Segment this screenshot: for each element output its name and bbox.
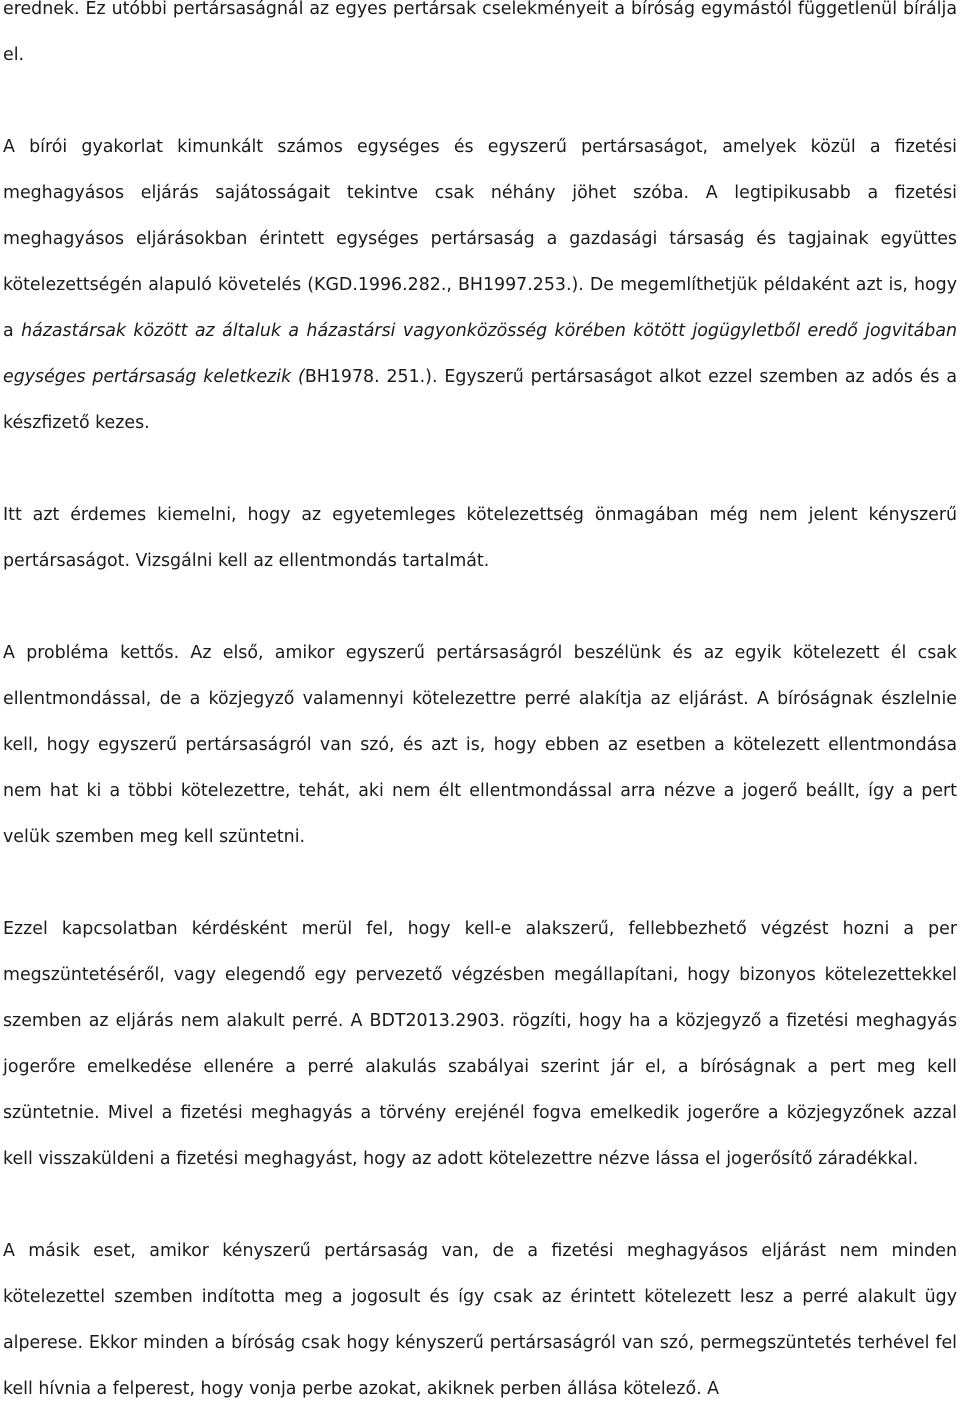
text-run: A bírói gyakorlat kimunkált számos egységes és egyszerű pertársaságot, amelyek közül a fizetési meghagyásos eljárás sajátosságait tekintve csak néhány jöhet szóba. A legtipikusabb a fizetési meghagyásos eljárásokban érintett egységes pertársaság a gazdasági társaság és tagjainak együttes kötelezettségén alapuló követelés (KGD.1996.282., BH1997.253.). De megemlíthetjük példaként azt is, hogy a [3,137,957,341]
paragraph-2 [3,124,957,446]
text-run: BH1978. 251.). Egyszerű pertársaságot alkot ezzel szemben az adós és a készfizető kezes. [3,367,957,433]
document-page [3,0,957,1412]
paragraph-4 [3,630,957,860]
text-run: A másik eset, amikor kényszerű pertársaság van, de a fizetési meghagyásos eljárást nem minden kötelezettel szemben indította meg a jogosult és így csak az érintett kötelezett lesz a perré alakult ügy alperese. Ekkor minden a bíróság csak hogy kényszerű pertársaságról van szó, permegszüntetés terhével fel kell hívnia a felperest, hogy vonja perbe azokat, akiknek perben állása kötelező. A [3,1241,957,1399]
text-run: Ezzel kapcsolatban kérdésként merül fel, hogy kell-e alakszerű, fellebbezhető végzést hozni a per megszüntetéséről, vagy elegendő egy pervezető végzésben megállapítani, hogy bizonyos kötelezettekkel szemben az eljárás nem alakult perré. A BDT2013.2903. rögzíti, hogy ha a közjegyző a fizetési meghagyás jogerőre emelkedése ellenére a perré alakulás szabályai szerint jár el, a bíróságnak a pert meg kell szüntetnie. Mivel a fizetési meghagyás a törvény erejénél fogva emelkedik jogerőre a közjegyzőnek azzal kell visszaküldeni a fizetési meghagyást, hogy az adott kötelezettre nézve lássa el jogerősítő záradékkal. [3,919,957,1169]
paragraph-3 [3,492,957,584]
paragraph-5 [3,906,957,1182]
text-run: erednek. Ez utóbbi pertársaságnál az egyes pertársak cselekményeit a bíróság egymástól függetlenül bírálja el. [3,0,957,65]
paragraph-1 [3,0,957,78]
text-run: A probléma kettős. Az első, amikor egyszerű pertársaságról beszélünk és az egyik kötelezett él csak ellentmondással, de a közjegyző valamennyi kötelezettre perré alakítja az eljárást. A bíróságnak észlelnie kell, hogy egyszerű pertársaságról van szó, és azt is, hogy ebben az esetben a kötelezett ellentmondása nem hat ki a többi kötelezettre, tehát, aki nem élt ellentmondással arra nézve a jogerő beállt, így a pert velük szemben meg kell szüntetni. [3,643,957,847]
text-run: Itt azt érdemes kiemelni, hogy az egyetemleges kötelezettség önmagában még nem jelent kényszerű pertársaságot. Vizsgálni kell az ellentmondás tartalmát. [3,505,957,571]
text-run-italic: házastársak között az általuk a házastársi vagyonközösség körében kötött jogügyletből eredő jogvitában egységes pertársaság keletkezik ( [3,321,958,387]
paragraph-6 [3,1228,957,1412]
